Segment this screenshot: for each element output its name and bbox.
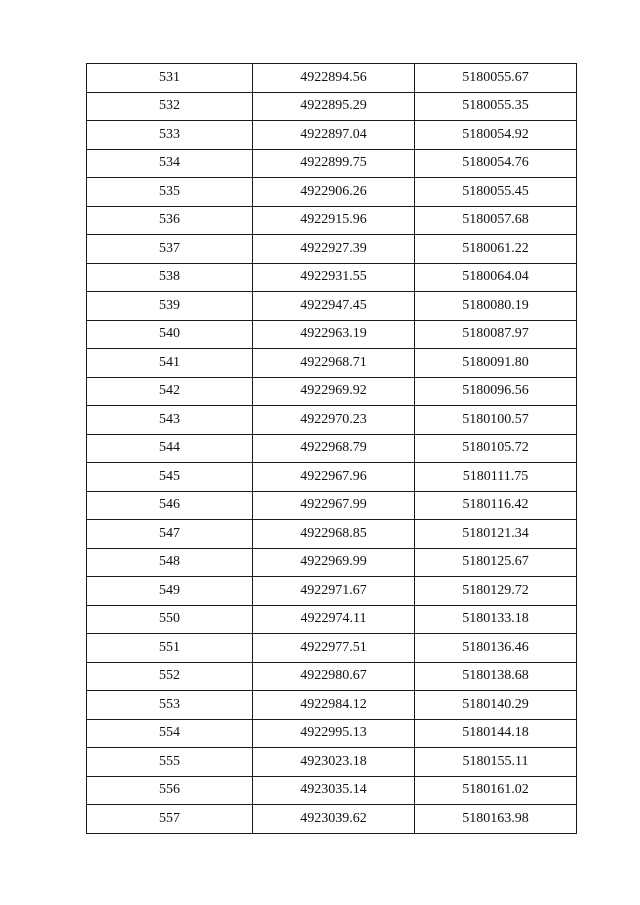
x-coordinate-cell: 4922984.12 (253, 691, 415, 720)
table-row (87, 349, 577, 378)
table-row (87, 691, 577, 720)
coordinate-table (86, 63, 577, 834)
x-coordinate-cell: 4922969.99 (253, 548, 415, 577)
table-row (87, 605, 577, 634)
table-row (87, 235, 577, 264)
x-coordinate-cell: 4922995.13 (253, 719, 415, 748)
x-coordinate-cell: 4922931.55 (253, 263, 415, 292)
point-number-cell: 532 (87, 92, 253, 121)
y-coordinate-cell: 5180096.56 (415, 377, 577, 406)
table-row (87, 292, 577, 321)
y-coordinate-cell: 5180057.68 (415, 206, 577, 235)
point-number-cell: 540 (87, 320, 253, 349)
point-number-cell: 557 (87, 805, 253, 834)
y-coordinate-cell: 5180138.68 (415, 662, 577, 691)
x-coordinate-cell: 4922927.39 (253, 235, 415, 264)
x-coordinate-cell: 4923035.14 (253, 776, 415, 805)
y-coordinate-cell: 5180121.34 (415, 520, 577, 549)
table-row (87, 377, 577, 406)
table-row (87, 463, 577, 492)
y-coordinate-cell: 5180125.67 (415, 548, 577, 577)
table-row (87, 320, 577, 349)
y-coordinate-cell: 5180155.11 (415, 748, 577, 777)
y-coordinate-cell: 5180100.57 (415, 406, 577, 435)
point-number-cell: 544 (87, 434, 253, 463)
y-coordinate-cell: 5180055.35 (415, 92, 577, 121)
point-number-cell: 538 (87, 263, 253, 292)
table-row (87, 520, 577, 549)
y-coordinate-cell: 5180055.67 (415, 64, 577, 93)
table-row (87, 149, 577, 178)
point-number-cell: 551 (87, 634, 253, 663)
x-coordinate-cell: 4923039.62 (253, 805, 415, 834)
x-coordinate-cell: 4922971.67 (253, 577, 415, 606)
point-number-cell: 537 (87, 235, 253, 264)
point-number-cell: 542 (87, 377, 253, 406)
x-coordinate-cell: 4922969.92 (253, 377, 415, 406)
y-coordinate-cell: 5180144.18 (415, 719, 577, 748)
point-number-cell: 555 (87, 748, 253, 777)
point-number-cell: 535 (87, 178, 253, 207)
point-number-cell: 546 (87, 491, 253, 520)
x-coordinate-cell: 4922967.96 (253, 463, 415, 492)
coordinate-table-body (87, 64, 577, 834)
x-coordinate-cell: 4922899.75 (253, 149, 415, 178)
table-row (87, 662, 577, 691)
y-coordinate-cell: 5180080.19 (415, 292, 577, 321)
table-row (87, 92, 577, 121)
table-row (87, 491, 577, 520)
x-coordinate-cell: 4922963.19 (253, 320, 415, 349)
x-coordinate-cell: 4922980.67 (253, 662, 415, 691)
x-coordinate-cell: 4922947.45 (253, 292, 415, 321)
y-coordinate-cell: 5180133.18 (415, 605, 577, 634)
y-coordinate-cell: 5180116.42 (415, 491, 577, 520)
table-row (87, 64, 577, 93)
x-coordinate-cell: 4922968.71 (253, 349, 415, 378)
table-row (87, 206, 577, 235)
y-coordinate-cell: 5180129.72 (415, 577, 577, 606)
table-row (87, 776, 577, 805)
y-coordinate-cell: 5180161.02 (415, 776, 577, 805)
x-coordinate-cell: 4922906.26 (253, 178, 415, 207)
table-row (87, 121, 577, 150)
point-number-cell: 533 (87, 121, 253, 150)
point-number-cell: 553 (87, 691, 253, 720)
x-coordinate-cell: 4922968.79 (253, 434, 415, 463)
table-row (87, 263, 577, 292)
table-row (87, 548, 577, 577)
x-coordinate-cell: 4922895.29 (253, 92, 415, 121)
x-coordinate-cell: 4922974.11 (253, 605, 415, 634)
y-coordinate-cell: 5180054.76 (415, 149, 577, 178)
x-coordinate-cell: 4923023.18 (253, 748, 415, 777)
y-coordinate-cell: 5180061.22 (415, 235, 577, 264)
y-coordinate-cell: 5180163.98 (415, 805, 577, 834)
y-coordinate-cell: 5180140.29 (415, 691, 577, 720)
table-row (87, 178, 577, 207)
point-number-cell: 536 (87, 206, 253, 235)
point-number-cell: 552 (87, 662, 253, 691)
table-row (87, 577, 577, 606)
y-coordinate-cell: 5180105.72 (415, 434, 577, 463)
point-number-cell: 531 (87, 64, 253, 93)
point-number-cell: 545 (87, 463, 253, 492)
point-number-cell: 548 (87, 548, 253, 577)
point-number-cell: 556 (87, 776, 253, 805)
x-coordinate-cell: 4922970.23 (253, 406, 415, 435)
x-coordinate-cell: 4922897.04 (253, 121, 415, 150)
x-coordinate-cell: 4922915.96 (253, 206, 415, 235)
table-row (87, 719, 577, 748)
x-coordinate-cell: 4922967.99 (253, 491, 415, 520)
point-number-cell: 543 (87, 406, 253, 435)
y-coordinate-cell: 5180055.45 (415, 178, 577, 207)
x-coordinate-cell: 4922977.51 (253, 634, 415, 663)
point-number-cell: 534 (87, 149, 253, 178)
point-number-cell: 539 (87, 292, 253, 321)
point-number-cell: 550 (87, 605, 253, 634)
y-coordinate-cell: 5180054.92 (415, 121, 577, 150)
table-row (87, 434, 577, 463)
point-number-cell: 554 (87, 719, 253, 748)
point-number-cell: 549 (87, 577, 253, 606)
y-coordinate-cell: 5180087.97 (415, 320, 577, 349)
x-coordinate-cell: 4922894.56 (253, 64, 415, 93)
y-coordinate-cell: 5180111.75 (415, 463, 577, 492)
table-row (87, 748, 577, 777)
y-coordinate-cell: 5180136.46 (415, 634, 577, 663)
point-number-cell: 547 (87, 520, 253, 549)
point-number-cell: 541 (87, 349, 253, 378)
table-row (87, 805, 577, 834)
table-row (87, 634, 577, 663)
table-row (87, 406, 577, 435)
x-coordinate-cell: 4922968.85 (253, 520, 415, 549)
y-coordinate-cell: 5180091.80 (415, 349, 577, 378)
y-coordinate-cell: 5180064.04 (415, 263, 577, 292)
